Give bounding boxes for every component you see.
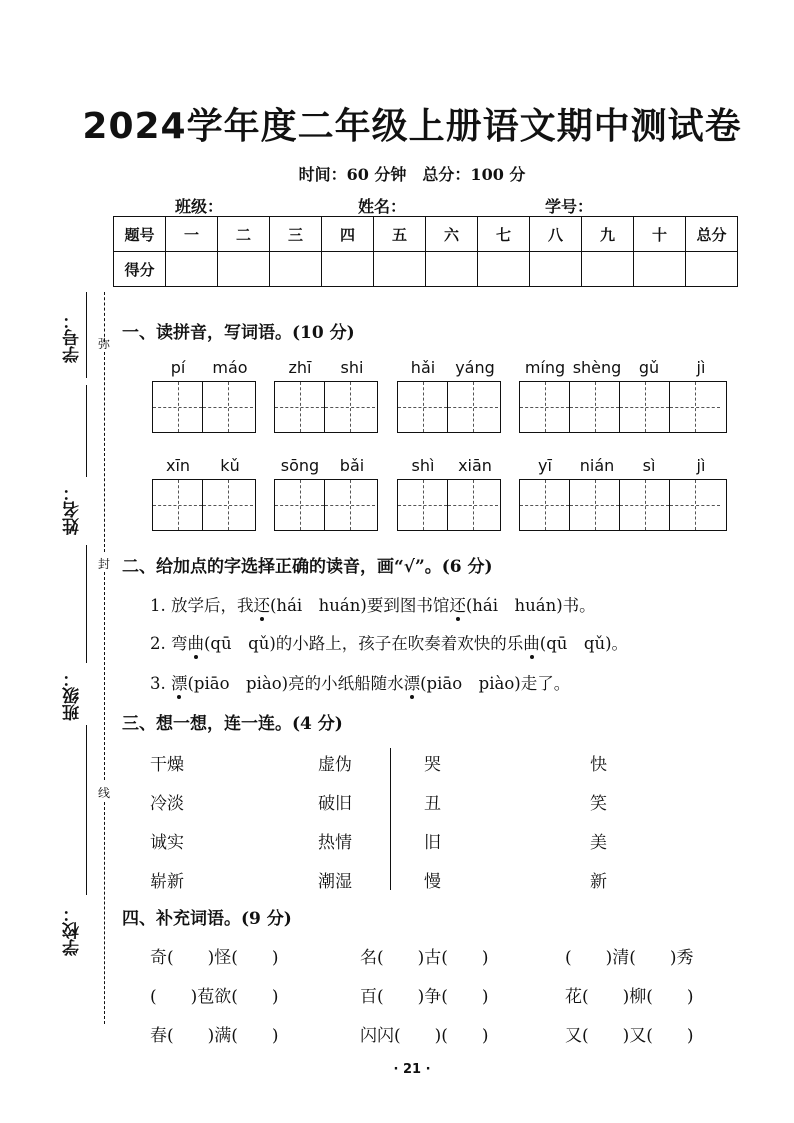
score-cell[interactable] (374, 252, 426, 287)
match-word[interactable]: 破旧 (318, 794, 352, 814)
seal-dashed-line (104, 572, 105, 780)
dotted-char: 漂 (171, 674, 188, 693)
pinyin: gǔ (638, 358, 660, 377)
seal-word-mi: 弥 (98, 337, 111, 351)
fill-blank-item[interactable]: 花( )柳( ) (565, 987, 694, 1007)
pinyin: yī (538, 456, 552, 475)
question-text: 1. 放学后，我 (150, 596, 254, 615)
fill-blank-item[interactable]: ( )清( )秀 (565, 948, 694, 968)
dotted-char: 曲 (523, 634, 540, 653)
match-word[interactable]: 虚伪 (318, 755, 352, 775)
fill-blank-item[interactable]: 又( )又( ) (565, 1026, 694, 1046)
dotted-char: 曲 (187, 634, 204, 653)
question-text[interactable]: (piāo piào)走了。 (420, 674, 571, 693)
match-word[interactable]: 丑 (424, 794, 441, 814)
match-word[interactable]: 新 (590, 872, 607, 892)
question-text[interactable]: (piāo piào)亮的小纸船随水 (187, 674, 404, 693)
pinyin-group (152, 358, 256, 433)
match-divider (390, 748, 391, 890)
pinyin: míng (524, 358, 566, 377)
question-text[interactable]: (qū qǔ)。 (539, 634, 629, 653)
match-column (424, 746, 441, 902)
match-column (150, 746, 184, 902)
score-header-cell: 八 (530, 217, 582, 252)
score-cell[interactable] (426, 252, 478, 287)
score-cell[interactable] (166, 252, 218, 287)
fill-blank-item[interactable]: 春( )满( ) (150, 1026, 279, 1046)
score-cell[interactable] (582, 252, 634, 287)
score-row-label: 得分 (114, 252, 166, 287)
writing-grid[interactable] (274, 479, 378, 531)
match-word[interactable]: 崭新 (150, 872, 184, 892)
writing-grid[interactable] (152, 381, 256, 433)
writing-grid[interactable] (152, 479, 256, 531)
student-id-label: 学号： (545, 197, 594, 216)
margin-name-label: 姓名： (63, 484, 83, 535)
match-word[interactable]: 快 (590, 755, 607, 775)
name-blank[interactable] (406, 200, 510, 217)
score-header-cell: 六 (426, 217, 478, 252)
pinyin: hǎi (410, 358, 436, 377)
pinyin: zhī (288, 358, 312, 377)
class-field[interactable] (175, 194, 327, 217)
pinyin-group (519, 456, 727, 531)
question-text[interactable]: (qū qǔ)的小路上，孩子在吹奏着欢快的乐 (204, 634, 524, 653)
question-text[interactable]: (hái huán)要到图书馆 (270, 596, 450, 615)
pinyin: kǔ (220, 456, 240, 475)
writing-grid[interactable] (274, 381, 378, 433)
seal-word-feng: 封 (98, 557, 111, 571)
match-column (318, 746, 352, 902)
match-word[interactable]: 干燥 (150, 755, 184, 775)
pinyin: nián (579, 456, 615, 475)
score-table (113, 216, 738, 287)
section-1-heading: 一、读拼音，写词语。(10 分) (122, 323, 355, 343)
score-header-cell: 四 (322, 217, 374, 252)
pinyin-group (397, 456, 501, 531)
score-table-header-row (114, 217, 738, 252)
fill-blank-item[interactable]: 百( )争( ) (360, 987, 489, 1007)
pinyin: máo (212, 358, 248, 377)
writing-grid[interactable] (519, 479, 727, 531)
score-header-cell: 一 (166, 217, 218, 252)
score-header-cell: 总分 (686, 217, 738, 252)
score-cell[interactable] (270, 252, 322, 287)
question-text: 3. (150, 674, 171, 693)
section-2-heading: 二、给加点的字选择正确的读音，画“√”。(6 分) (122, 557, 493, 577)
pinyin: shi (340, 358, 364, 377)
dotted-char: 漂 (403, 674, 421, 693)
margin-student-id-line[interactable] (86, 292, 87, 378)
pinyin: sì (642, 456, 656, 475)
score-header-cell: 七 (478, 217, 530, 252)
class-blank[interactable] (223, 200, 327, 217)
score-header-cell: 二 (218, 217, 270, 252)
score-cell[interactable] (478, 252, 530, 287)
match-word[interactable]: 美 (590, 833, 607, 853)
pinyin-group (519, 358, 727, 433)
writing-grid[interactable] (519, 381, 727, 433)
match-word[interactable]: 热情 (318, 833, 352, 853)
seal-word-xian: 线 (98, 786, 111, 800)
margin-student-id-label: 学号： (63, 312, 83, 363)
pinyin: sōng (280, 456, 320, 475)
score-header-cell: 九 (582, 217, 634, 252)
pinyin: bǎi (339, 456, 365, 475)
match-word[interactable]: 诚实 (150, 833, 184, 853)
margin-divider-line (86, 385, 87, 477)
pinyin: xīn (165, 456, 191, 475)
question-2-2 (150, 630, 628, 654)
match-column (590, 746, 607, 902)
score-cell[interactable] (530, 252, 582, 287)
match-word[interactable]: 慢 (424, 872, 441, 892)
score-header-cell: 三 (270, 217, 322, 252)
score-header-cell: 十 (634, 217, 686, 252)
pinyin: jì (696, 358, 706, 377)
seal-dashed-line (104, 802, 105, 1024)
pinyin-group (274, 358, 378, 433)
student-id-blank[interactable] (593, 200, 665, 217)
dotted-char: 还 (253, 596, 270, 615)
pinyin: pí (170, 358, 186, 377)
student-id-field[interactable] (545, 194, 665, 217)
score-cell[interactable] (218, 252, 270, 287)
fill-blank-item[interactable]: 闪闪( )( ) (360, 1026, 489, 1046)
dotted-char: 还 (449, 596, 466, 615)
question-text[interactable]: (hái huán)书。 (465, 596, 596, 615)
margin-class-label: 班级： (63, 670, 83, 721)
pinyin: jì (696, 456, 706, 475)
page-number: · 21 · (393, 1062, 431, 1077)
exam-time-score: 时间：60 分钟 总分：100 分 (298, 165, 526, 184)
margin-name-line[interactable] (86, 545, 87, 663)
class-label: 班级： (175, 197, 224, 216)
score-cell[interactable] (634, 252, 686, 287)
pinyin: yáng (455, 358, 495, 377)
pinyin: shì (411, 456, 435, 475)
match-word[interactable]: 潮湿 (318, 872, 352, 892)
pinyin-group (274, 456, 378, 531)
fill-blank-item[interactable]: 奇( )怪( ) (150, 948, 279, 968)
pinyin: xiān (458, 456, 492, 475)
match-word[interactable]: 笑 (590, 794, 607, 814)
section-4-heading: 四、补充词语。(9 分) (122, 909, 292, 929)
question-text: 2. 弯 (150, 634, 188, 653)
margin-school-label: 学校： (63, 905, 83, 956)
match-word[interactable]: 冷淡 (150, 794, 184, 814)
name-field[interactable] (358, 194, 510, 217)
writing-grid[interactable] (397, 381, 501, 433)
score-table-score-row (114, 252, 738, 287)
question-2-3 (150, 670, 570, 694)
writing-grid[interactable] (397, 479, 501, 531)
pinyin-group (152, 456, 256, 531)
page-title: 2024学年度二年级上册语文期中测试卷 (82, 106, 742, 147)
match-word[interactable]: 哭 (424, 755, 441, 775)
score-header-cell: 五 (374, 217, 426, 252)
score-header-cell: 题号 (114, 217, 166, 252)
pinyin: shèng (572, 358, 622, 377)
fill-blank-item[interactable]: 名( )古( ) (360, 948, 489, 968)
score-cell[interactable] (686, 252, 738, 287)
margin-class-line[interactable] (86, 725, 87, 895)
pinyin-group (397, 358, 501, 433)
match-word[interactable]: 旧 (424, 833, 441, 853)
section-3-heading: 三、想一想，连一连。(4 分) (122, 714, 343, 734)
question-2-1 (150, 592, 596, 616)
name-label: 姓名： (358, 197, 407, 216)
score-cell[interactable] (322, 252, 374, 287)
fill-blank-item[interactable]: ( )苞欲( ) (150, 987, 279, 1007)
seal-dashed-line (104, 352, 105, 552)
